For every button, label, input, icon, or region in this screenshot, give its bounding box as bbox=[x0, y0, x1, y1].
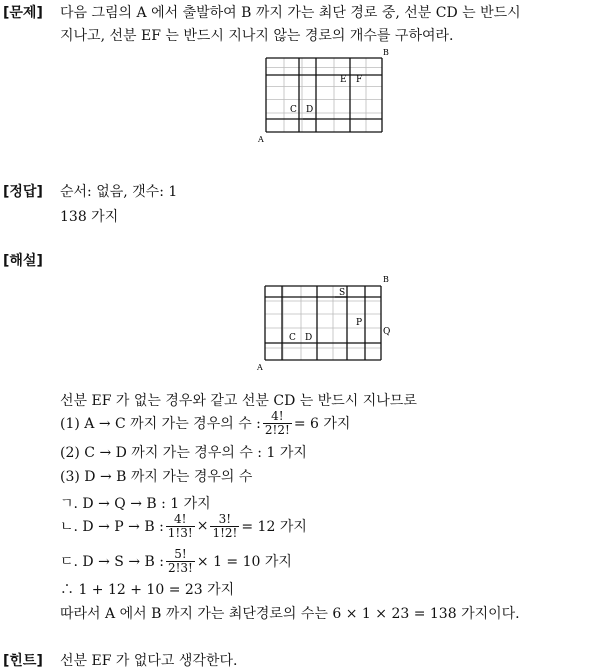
problem-line-2: 지나고, 선분 EF 는 반드시 지나지 않는 경로의 개수를 구하여라. bbox=[60, 28, 454, 44]
point-c-label-2: C bbox=[289, 333, 296, 343]
explanation-label: [해설] bbox=[3, 253, 43, 269]
fraction-3-over-1-2 bbox=[210, 513, 239, 540]
point-q-label: Q bbox=[383, 327, 391, 337]
answer-line-2: 138 가지 bbox=[60, 209, 119, 225]
point-e-label: E bbox=[340, 75, 347, 85]
step-1 bbox=[60, 406, 350, 440]
case-digeut bbox=[60, 544, 292, 578]
problem-line-1: 다음 그림의 A 에서 출발하여 B 까지 가는 최단 경로 중, 선분 CD 는 반드시 bbox=[60, 5, 521, 21]
point-b-label: B bbox=[383, 48, 389, 57]
case-giyeok: ㄱ. D → Q → B : 1 가지 bbox=[60, 496, 211, 512]
numerator: 4! bbox=[174, 511, 187, 526]
case-nieun bbox=[60, 508, 307, 544]
sum-line: ∴ 1 + 12 + 10 = 23 가지 bbox=[60, 582, 235, 598]
denominator: 2!2! bbox=[264, 422, 290, 437]
step-1-text: (1) A → C 까지 가는 경우의 수 : bbox=[60, 416, 261, 432]
answer-line-1: 순서: 없음, 갯수: 1 bbox=[60, 184, 178, 200]
case-digeut-result: × 1 = 10 가지 bbox=[196, 554, 292, 570]
times-sign: × bbox=[196, 518, 209, 534]
fraction-4-over-1-3 bbox=[166, 513, 195, 540]
denominator: 1!3! bbox=[167, 525, 193, 540]
answer-label: [정답] bbox=[3, 184, 43, 200]
point-c-label: C bbox=[290, 105, 297, 115]
grid-diagram-1 bbox=[255, 46, 395, 146]
step-1-result: = 6 가지 bbox=[293, 416, 351, 432]
point-d-label-2: D bbox=[305, 333, 313, 343]
step-3: (3) D → B 까지 가는 경우의 수 bbox=[60, 469, 253, 485]
numerator: 3! bbox=[218, 511, 232, 526]
case-nieun-result: = 12 가지 bbox=[241, 519, 307, 535]
point-a-label-2: A bbox=[257, 363, 263, 372]
fraction-5-over-2-3 bbox=[166, 548, 195, 575]
grid-diagram-2 bbox=[255, 272, 395, 374]
point-b-label-2: B bbox=[383, 275, 389, 284]
denominator: 2!3! bbox=[167, 560, 193, 575]
point-f-label: F bbox=[356, 75, 363, 85]
numerator: 4! bbox=[271, 408, 284, 423]
denominator: 1!2! bbox=[212, 525, 238, 540]
conclusion-line: 따라서 A 에서 B 까지 가는 최단경로의 수는 6 × 1 × 23 = 138 가지이다. bbox=[60, 606, 520, 622]
point-s-label: S bbox=[339, 288, 346, 298]
case-digeut-text: ㄷ. D → S → B : bbox=[60, 554, 164, 570]
point-p-label: P bbox=[356, 318, 363, 328]
problem-label: [문제] bbox=[3, 5, 43, 21]
step-2: (2) C → D 까지 가는 경우의 수 : 1 가지 bbox=[60, 445, 307, 461]
explanation-intro: 선분 EF 가 없는 경우와 같고 선분 CD 는 반드시 지나므로 bbox=[60, 393, 417, 409]
point-d-label: D bbox=[306, 105, 314, 115]
hint-label: [힌트] bbox=[3, 653, 43, 669]
numerator: 5! bbox=[174, 546, 187, 561]
case-nieun-text: ㄴ. D → P → B : bbox=[60, 519, 164, 535]
point-a-label: A bbox=[258, 135, 264, 144]
hint-text: 선분 EF 가 없다고 생각한다. bbox=[60, 653, 238, 669]
fraction-4-over-2-2 bbox=[263, 410, 292, 437]
